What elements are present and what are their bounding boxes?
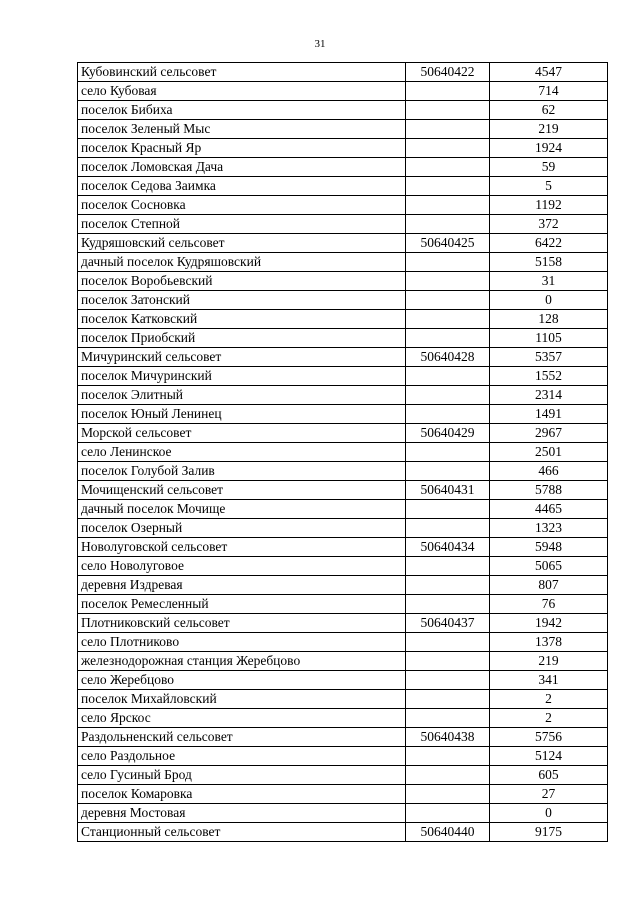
settlement-name-cell: Кудряшовский сельсовет (78, 234, 406, 253)
population-cell: 59 (490, 158, 608, 177)
table-row (78, 310, 608, 329)
oktmo-code-cell (406, 747, 490, 766)
settlement-name-cell: село Раздольное (78, 747, 406, 766)
oktmo-code-cell (406, 215, 490, 234)
population-cell: 5 (490, 177, 608, 196)
settlement-name-cell: поселок Катковский (78, 310, 406, 329)
table-row (78, 557, 608, 576)
oktmo-code-cell (406, 177, 490, 196)
table-row (78, 215, 608, 234)
population-cell: 4465 (490, 500, 608, 519)
table-row (78, 139, 608, 158)
population-cell: 1192 (490, 196, 608, 215)
settlement-name-cell: Плотниковский сельсовет (78, 614, 406, 633)
table-body (78, 63, 608, 842)
oktmo-code-cell (406, 709, 490, 728)
settlement-name-cell: дачный поселок Кудряшовский (78, 253, 406, 272)
settlement-name-cell: поселок Приобский (78, 329, 406, 348)
oktmo-code-cell (406, 443, 490, 462)
settlement-name-cell: село Гусиный Брод (78, 766, 406, 785)
oktmo-code-cell (406, 310, 490, 329)
oktmo-code-cell: 50640437 (406, 614, 490, 633)
settlement-name-cell: поселок Степной (78, 215, 406, 234)
population-cell: 1323 (490, 519, 608, 538)
settlement-name-cell: деревня Мостовая (78, 804, 406, 823)
settlement-name-cell: поселок Ремесленный (78, 595, 406, 614)
settlement-name-cell: Морской сельсовет (78, 424, 406, 443)
oktmo-code-cell (406, 633, 490, 652)
table-row (78, 690, 608, 709)
table-row (78, 253, 608, 272)
oktmo-code-cell: 50640422 (406, 63, 490, 82)
population-cell: 5357 (490, 348, 608, 367)
oktmo-code-cell (406, 196, 490, 215)
table-row (78, 785, 608, 804)
table-row (78, 272, 608, 291)
population-cell: 1924 (490, 139, 608, 158)
oktmo-code-cell (406, 120, 490, 139)
table-row (78, 500, 608, 519)
settlements-table (77, 62, 608, 842)
table-row (78, 519, 608, 538)
population-cell: 5065 (490, 557, 608, 576)
oktmo-code-cell: 50640425 (406, 234, 490, 253)
oktmo-code-cell: 50640438 (406, 728, 490, 747)
oktmo-code-cell (406, 386, 490, 405)
population-cell: 1491 (490, 405, 608, 424)
population-cell: 372 (490, 215, 608, 234)
table-row (78, 766, 608, 785)
oktmo-code-cell (406, 785, 490, 804)
table-row (78, 348, 608, 367)
table-row (78, 633, 608, 652)
table-row (78, 804, 608, 823)
population-cell: 341 (490, 671, 608, 690)
population-cell: 219 (490, 120, 608, 139)
settlement-name-cell: поселок Затонский (78, 291, 406, 310)
population-cell: 62 (490, 101, 608, 120)
population-cell: 1105 (490, 329, 608, 348)
settlement-name-cell: село Ленинское (78, 443, 406, 462)
oktmo-code-cell: 50640429 (406, 424, 490, 443)
oktmo-code-cell (406, 272, 490, 291)
oktmo-code-cell (406, 804, 490, 823)
table-row (78, 728, 608, 747)
settlement-name-cell: деревня Издревая (78, 576, 406, 595)
oktmo-code-cell (406, 367, 490, 386)
oktmo-code-cell (406, 557, 490, 576)
oktmo-code-cell (406, 500, 490, 519)
settlement-name-cell: село Жеребцово (78, 671, 406, 690)
oktmo-code-cell (406, 462, 490, 481)
settlement-name-cell: поселок Голубой Залив (78, 462, 406, 481)
population-cell: 2 (490, 690, 608, 709)
settlement-name-cell: Кубовинский сельсовет (78, 63, 406, 82)
table-row (78, 120, 608, 139)
population-cell: 2 (490, 709, 608, 728)
oktmo-code-cell: 50640431 (406, 481, 490, 500)
settlement-name-cell: поселок Юный Ленинец (78, 405, 406, 424)
oktmo-code-cell (406, 291, 490, 310)
population-cell: 807 (490, 576, 608, 595)
settlement-name-cell: Мочищенский сельсовет (78, 481, 406, 500)
population-cell: 1942 (490, 614, 608, 633)
settlement-name-cell: поселок Озерный (78, 519, 406, 538)
settlement-name-cell: село Кубовая (78, 82, 406, 101)
table-row (78, 747, 608, 766)
oktmo-code-cell (406, 595, 490, 614)
table-row (78, 329, 608, 348)
table-row (78, 538, 608, 557)
table-row (78, 576, 608, 595)
settlement-name-cell: Раздольненский сельсовет (78, 728, 406, 747)
settlement-name-cell: поселок Ломовская Дача (78, 158, 406, 177)
settlement-name-cell: поселок Красный Яр (78, 139, 406, 158)
population-cell: 5756 (490, 728, 608, 747)
population-cell: 2967 (490, 424, 608, 443)
population-cell: 219 (490, 652, 608, 671)
population-cell: 9175 (490, 823, 608, 842)
settlement-name-cell: село Плотниково (78, 633, 406, 652)
population-cell: 0 (490, 291, 608, 310)
table-row (78, 462, 608, 481)
settlement-name-cell: Мичуринский сельсовет (78, 348, 406, 367)
oktmo-code-cell (406, 766, 490, 785)
settlement-name-cell: дачный поселок Мочище (78, 500, 406, 519)
settlement-name-cell: Станционный сельсовет (78, 823, 406, 842)
table-row (78, 443, 608, 462)
settlement-name-cell: село Ярскос (78, 709, 406, 728)
settlement-name-cell: село Новолуговое (78, 557, 406, 576)
table-row (78, 101, 608, 120)
table-row (78, 234, 608, 253)
oktmo-code-cell (406, 329, 490, 348)
oktmo-code-cell (406, 519, 490, 538)
settlement-name-cell: поселок Мичуринский (78, 367, 406, 386)
oktmo-code-cell (406, 671, 490, 690)
population-cell: 4547 (490, 63, 608, 82)
table-row (78, 652, 608, 671)
settlement-name-cell: поселок Зеленый Мыс (78, 120, 406, 139)
table-row (78, 481, 608, 500)
population-cell: 0 (490, 804, 608, 823)
population-cell: 2314 (490, 386, 608, 405)
population-cell: 5948 (490, 538, 608, 557)
population-cell: 1378 (490, 633, 608, 652)
oktmo-code-cell (406, 82, 490, 101)
oktmo-code-cell (406, 405, 490, 424)
table-row (78, 386, 608, 405)
population-cell: 128 (490, 310, 608, 329)
oktmo-code-cell (406, 158, 490, 177)
table-row (78, 82, 608, 101)
oktmo-code-cell (406, 652, 490, 671)
oktmo-code-cell: 50640428 (406, 348, 490, 367)
population-cell: 27 (490, 785, 608, 804)
population-cell: 605 (490, 766, 608, 785)
page-number: 31 (314, 38, 326, 50)
settlement-name-cell: поселок Комаровка (78, 785, 406, 804)
settlement-name-cell: поселок Сосновка (78, 196, 406, 215)
settlement-name-cell: поселок Элитный (78, 386, 406, 405)
population-cell: 5124 (490, 747, 608, 766)
settlement-name-cell: поселок Михайловский (78, 690, 406, 709)
settlement-name-cell: поселок Седова Заимка (78, 177, 406, 196)
oktmo-code-cell (406, 101, 490, 120)
table-row (78, 671, 608, 690)
table-row (78, 196, 608, 215)
oktmo-code-cell (406, 690, 490, 709)
oktmo-code-cell (406, 139, 490, 158)
table-row (78, 823, 608, 842)
table-row (78, 614, 608, 633)
population-cell: 76 (490, 595, 608, 614)
table-row (78, 177, 608, 196)
table-row (78, 291, 608, 310)
population-cell: 714 (490, 82, 608, 101)
table-row (78, 367, 608, 386)
oktmo-code-cell (406, 253, 490, 272)
table-row (78, 63, 608, 82)
population-cell: 6422 (490, 234, 608, 253)
oktmo-code-cell: 50640440 (406, 823, 490, 842)
table-row (78, 709, 608, 728)
population-cell: 31 (490, 272, 608, 291)
population-cell: 466 (490, 462, 608, 481)
population-cell: 5788 (490, 481, 608, 500)
population-cell: 1552 (490, 367, 608, 386)
settlement-name-cell: поселок Бибиха (78, 101, 406, 120)
settlement-name-cell: Новолуговской сельсовет (78, 538, 406, 557)
settlement-name-cell: поселок Воробьевский (78, 272, 406, 291)
population-cell: 2501 (490, 443, 608, 462)
oktmo-code-cell (406, 576, 490, 595)
settlement-name-cell: железнодорожная станция Жеребцово (78, 652, 406, 671)
table-row (78, 595, 608, 614)
table-row (78, 405, 608, 424)
table-row (78, 424, 608, 443)
oktmo-code-cell: 50640434 (406, 538, 490, 557)
population-cell: 5158 (490, 253, 608, 272)
table-row (78, 158, 608, 177)
